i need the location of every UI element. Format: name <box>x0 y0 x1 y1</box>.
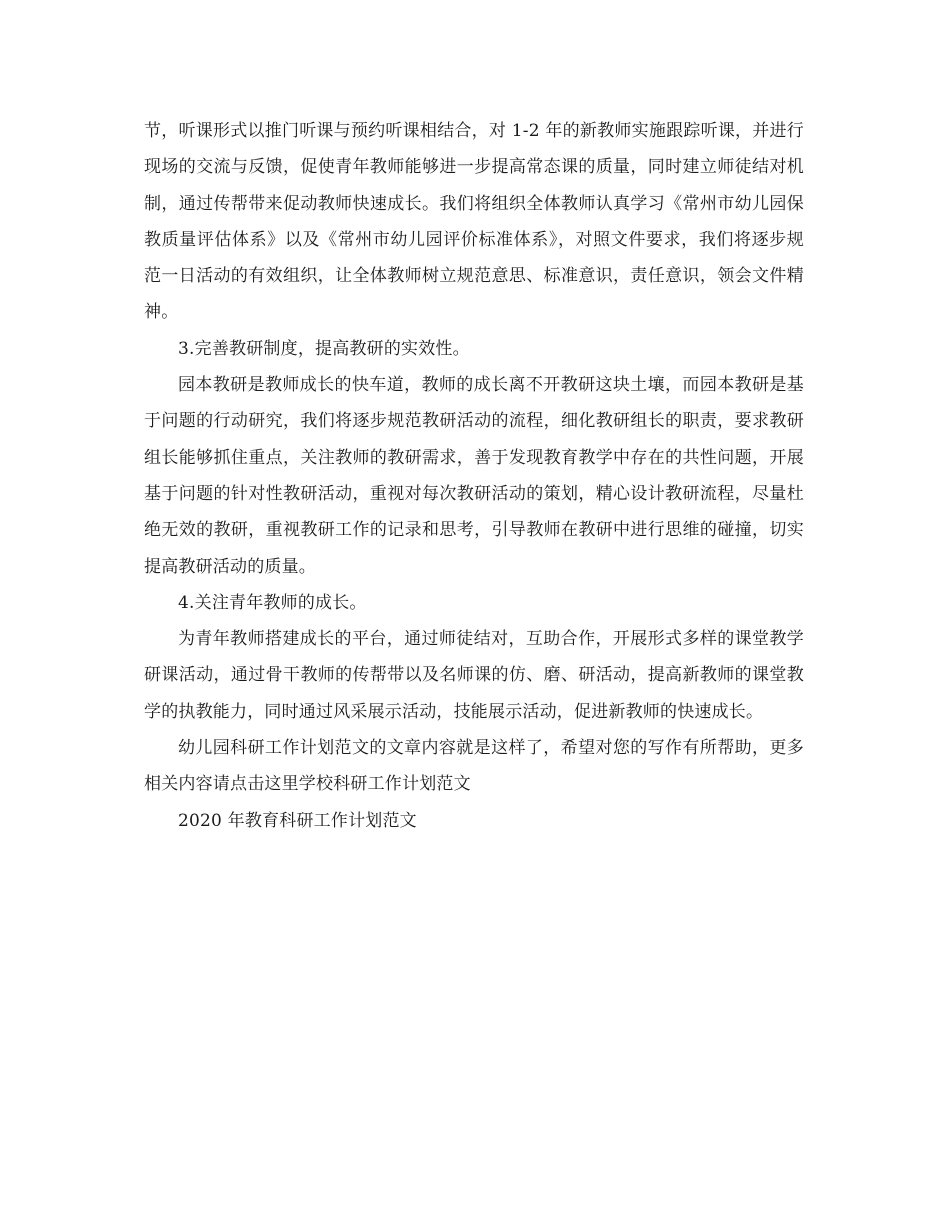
paragraph-closing: 幼儿园科研工作计划范文的文章内容就是这样了，希望对您的写作有所帮助，更多相关内容请点击这里学校科研工作计划范文 <box>144 738 804 795</box>
section-heading-3: 3.完善教研制度，提高教研的实效性。 <box>178 338 470 359</box>
section-heading-4: 4.关注青年教师的成长。 <box>178 592 367 613</box>
paragraph-research: 园本教研是教师成长的快车道，教师的成长离不开教研这块土壤，而园本教研是基于问题的行动研究，我们将逐步规范教研活动的流程，细化教研组长的职责，要求教研组长能够抓住重点，关注教师的教研需求，善于发现教育教学中存在的共性问题，开展基于问题的针对性教研活动，重视对每次教研活动的策划，精心设计教研流程，尽量杜绝无效的教研，重视教研工作的记录和思考，引导教师在教研中进行思维的碰撞，切实提高教研活动的质量。 <box>144 375 804 577</box>
paragraph-related-title: 2020 年教育科研工作计划范文 <box>178 810 417 831</box>
paragraph-continuation: 节，听课形式以推门听课与预约听课相结合，对 1-2 年的新教师实施跟踪听课，并进行现场的交流与反馈，促使青年教师能够进一步提高常态课的质量，同时建立师徒结对机制，通过传帮带来促动教师快速成长。我们将组织全体教师认真学习《常州市幼儿园保教质量评估体系》以及《常州市幼儿园评价标准体系》，对照文件要求，我们将逐步规范一日活动的有效组织，让全体教师树立规范意思、标准意识，责任意识，领会文件精神。 <box>144 121 804 323</box>
document-body <box>144 113 804 839</box>
paragraph-young-teachers: 为青年教师搭建成长的平台，通过师徒结对，互助合作，开展形式多样的课堂教学研课活动，通过骨干教师的传帮带以及名师课的仿、磨、研活动，提高新教师的课堂教学的执教能力，同时通过风采展示活动，技能展示活动，促进新教师的快速成长。 <box>144 629 804 722</box>
